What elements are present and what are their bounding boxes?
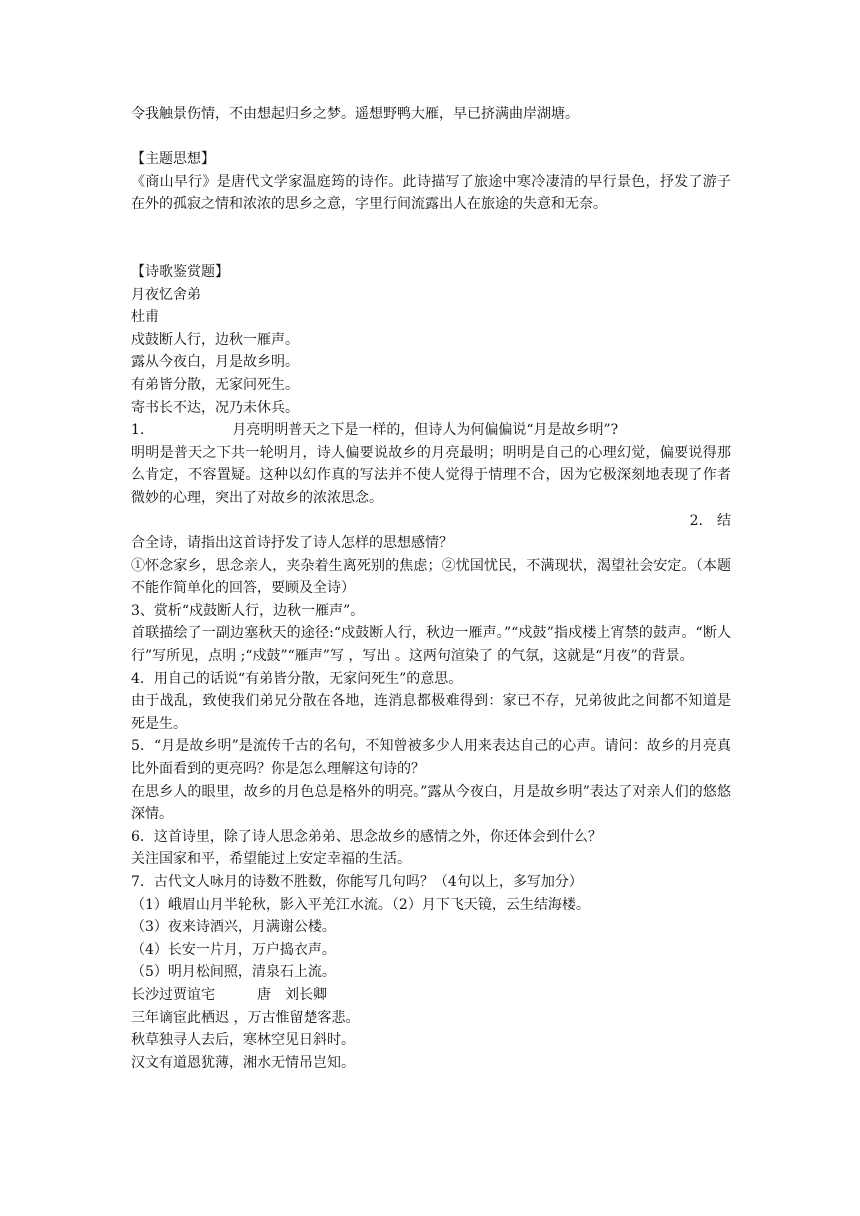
next-poem-line: 三年谪宦此栖迟 ，万古惟留楚客悲。 (131, 1009, 360, 1026)
answer-6: 关注国家和平，希望能过上安定幸福的生活。 (131, 851, 411, 868)
document-body (131, 103, 731, 1074)
answer-7-line: （3）夜来诗酒兴，月满谢公楼。 (131, 919, 336, 936)
spacer (131, 126, 731, 149)
theme-text: 《商山早行》是唐代文学家温庭筠的诗作。此诗描写了旅途中寒冷凄清的早行景色，抒发了游子在外的孤寂之情和浓浓的思乡之意，字里行间流露出人在旅途的失意和无奈。 (131, 173, 731, 213)
appreciation-heading: 【诗歌鉴赏题】 (131, 263, 229, 280)
question-5: 5．“月是故乡明”是流传千古的名句，不知曾被多少人用来表达自己的心声。请问：故乡的月亮真比外面看到的更亮吗？你是怎么理解这句诗的？ (131, 738, 731, 778)
question-7: 7．古代文人咏月的诗数不胜数，你能写几句吗？（4句以上，多写加分） (131, 874, 583, 890)
answer-7-line: （5）明月松间照，清泉石上流。 (131, 964, 336, 981)
poem-line: 露从今夜白，月是故乡明。 (131, 354, 299, 371)
answer-7-line: （4）长安一片月，万户捣衣声。 (131, 941, 336, 958)
question-3: 3、赏析“戍鼓断人行，边秋一雁声”。 (131, 602, 365, 619)
question-1-number: 1. (131, 422, 145, 439)
poem-line: 寄书长不达，况乃未休兵。 (131, 399, 299, 416)
question-2-head: 2. 结 (689, 512, 731, 529)
question-2-tail: 合全诗，请指出这首诗抒发了诗人怎样的思想感情？ (131, 535, 453, 552)
question-1 (131, 419, 731, 442)
spacer (131, 216, 731, 261)
answer-3: 首联描绘了一副边塞秋天的途径:“戍鼓断人行，秋边一雁声。”“戍鼓”指戍楼上宵禁的鼓声。“断人行”写所见，点明 ;“戍鼓”“雁声”写 ，写出 。这两句渲染了 的气氛，这就是“月夜”的背景。 (131, 625, 731, 665)
poem-author: 杜甫 (131, 309, 159, 326)
poem-title: 月夜忆舍弟 (131, 286, 201, 303)
theme-heading: 【主题思想】 (131, 151, 215, 168)
intro-line: 令我触景伤情，不由想起归乡之梦。遥想野鸭大雁，早已挤满曲岸湖塘。 (131, 106, 579, 122)
next-poem-line: 秋草独寻人去后，寒林空见日斜时。 (131, 1032, 355, 1049)
question-1-text: 月亮明明普天之下是一样的，但诗人为何偏偏说“月是故乡明”? (232, 422, 619, 439)
answer-4: 由于战乱，致使我们弟兄分散在各地，连消息都极难得到：家已不存，兄弟彼此之间都不知道是死是生。 (131, 693, 731, 732)
answer-2: ①怀念家乡，思念亲人，夹杂着生离死别的焦虑；②忧国忧民，不满现状，渴望社会安定。（本题不能作简单化的回答，要顾及全诗） (131, 557, 731, 597)
question-6: 6．这首诗里，除了诗人思念弟弟、思念故乡的感情之外，你还体会到什么？ (131, 828, 602, 845)
answer-1: 明明是普天之下共一轮明月，诗人偏要说故乡的月亮最明；明明是自己的心理幻觉，偏要说得那么肯定，不容置疑。这种以幻作真的写法并不使人觉得于情理不合，因为它极深刻地表现了作者微妙的心理，突出了对故乡的浓浓思念。 (131, 444, 731, 506)
answer-5: 在思乡人的眼里，故乡的月色总是格外的明亮。”露从今夜白，月是故乡明”表达了对亲人们的悠悠深情。 (131, 783, 731, 823)
next-poem-title: 长沙过贾谊宅 唐 刘长卿 (131, 986, 327, 1003)
next-poem-line: 汉文有道恩犹薄，湘水无情吊岂知。 (131, 1054, 355, 1071)
answer-7-line: （1）峨眉山月半轮秋，影入平羌江水流。（2）月下飞天镜，云生结海楼。 (131, 896, 590, 913)
poem-line: 戍鼓断人行，边秋一雁声。 (131, 331, 299, 348)
poem-line: 有弟皆分散，无家问死生。 (131, 376, 299, 393)
question-4: 4．用自己的话说“有弟皆分散，无家问死生”的意思。 (131, 670, 463, 687)
